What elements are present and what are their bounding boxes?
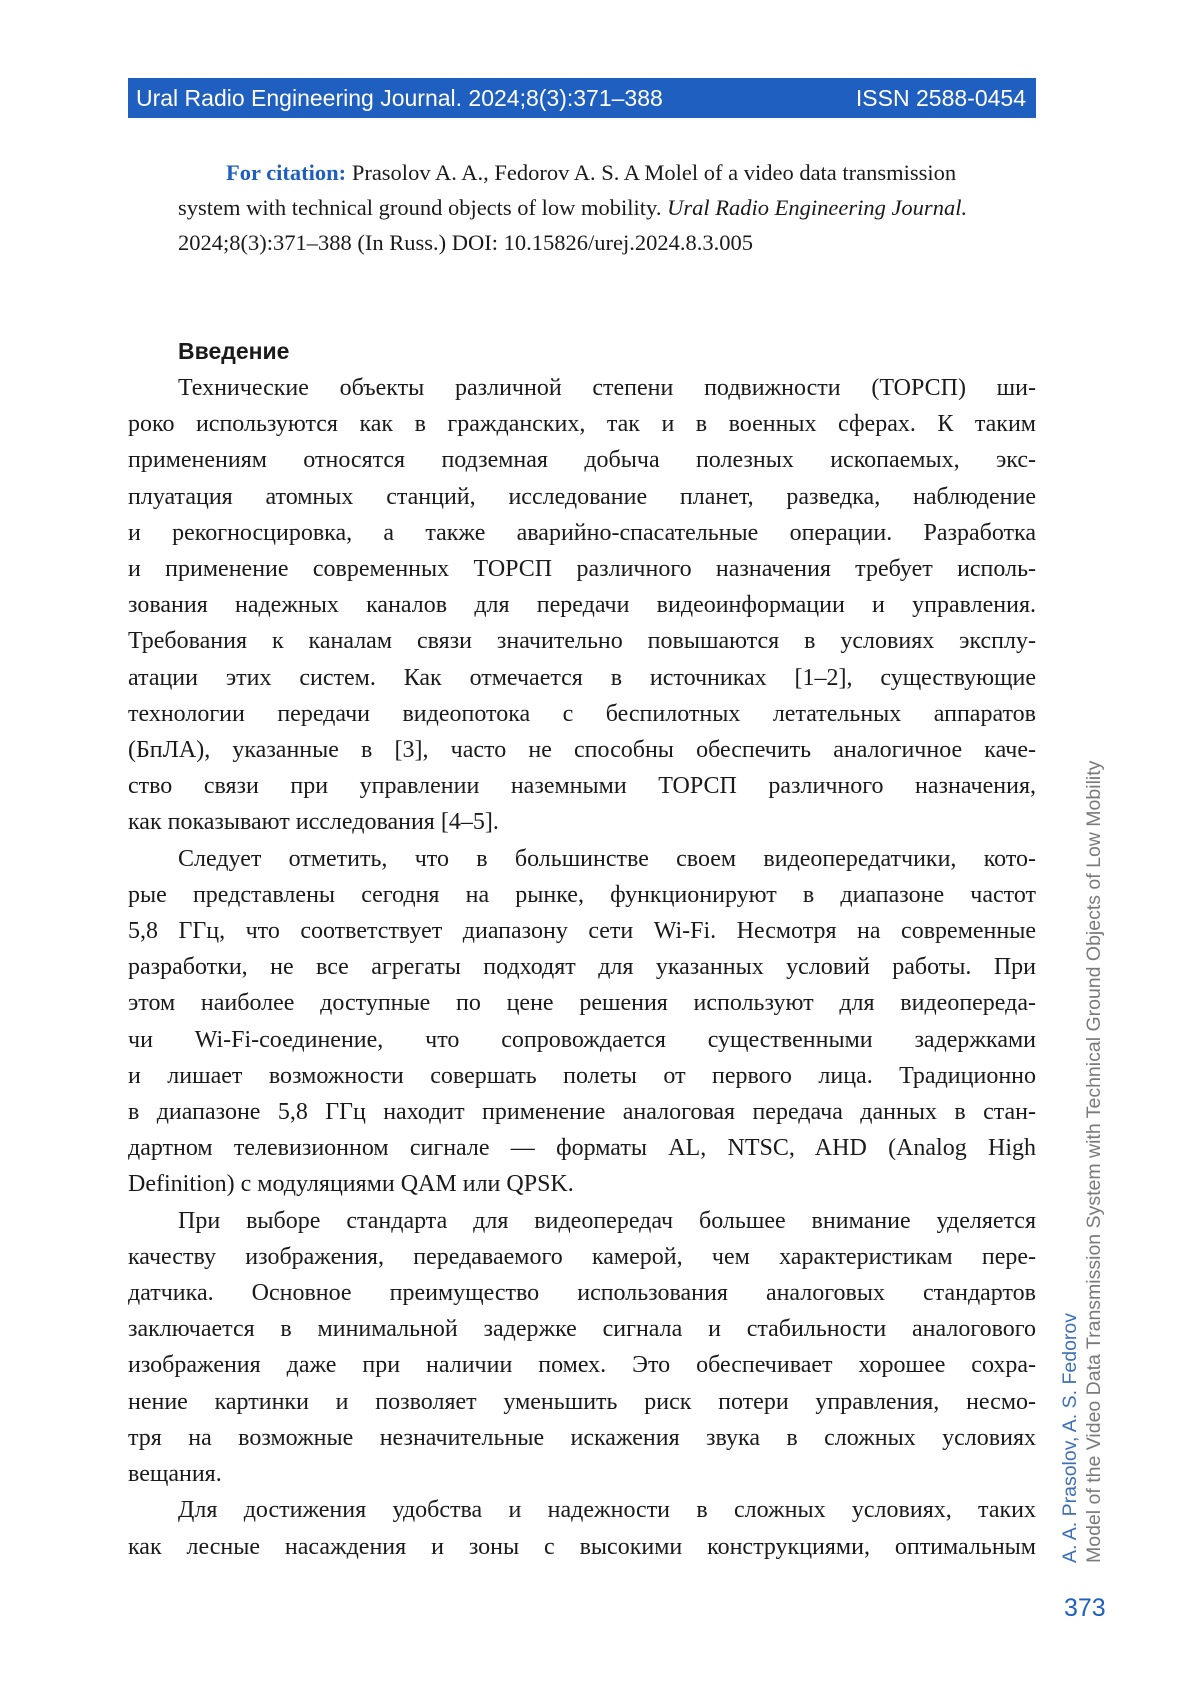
paragraph-line: разработки, не все агрегаты подходят для указанных условий работы. При bbox=[128, 949, 1036, 985]
paragraph-line: вещания. bbox=[128, 1456, 1036, 1492]
side-running-authors: A. A. Prasolov, A. S. Fedorov bbox=[1058, 761, 1082, 1563]
paragraph-line: чи Wi-Fi-соединение, что сопровождается существенными задержками bbox=[128, 1022, 1036, 1058]
paragraph-line: этом наиболее доступные по цене решения используют для видеопереда- bbox=[128, 985, 1036, 1021]
paragraph-line: и рекогносцировка, а также аварийно-спасательные операции. Разработка bbox=[128, 515, 1036, 551]
citation-label: For citation: bbox=[226, 160, 346, 185]
paragraph-line: дартном телевизионном сигнале — форматы AL, NTSC, AHD (Analog High bbox=[128, 1130, 1036, 1166]
paragraph-line: (БпЛА), указанные в [3], часто не способны обеспечить аналогичное каче- bbox=[128, 732, 1036, 768]
paragraph-line: Технические объекты различной степени подвижности (ТОРСП) ши- bbox=[128, 370, 1036, 406]
paragraph-line: 5,8 ГГц, что соответствует диапазону сети Wi-Fi. Несмотря на современные bbox=[128, 913, 1036, 949]
paragraph-line: Требования к каналам связи значительно повышаются в условиях эксплу- bbox=[128, 623, 1036, 659]
paragraph-line: и применение современных ТОРСП различного назначения требует исполь- bbox=[128, 551, 1036, 587]
citation-line-3: 2024;8(3):371–388 (In Russ.) DOI: 10.15826/urej.2024.8.3.005 bbox=[178, 225, 1036, 260]
paragraph-line: Следует отметить, что в большинстве своем видеопередатчики, кото- bbox=[128, 841, 1036, 877]
paragraph-line: в диапазоне 5,8 ГГц находит применение аналоговая передача данных в стан- bbox=[128, 1094, 1036, 1130]
paragraph-line: как показывают исследования [4–5]. bbox=[128, 804, 1036, 840]
paragraph-line: роко используются как в гражданских, так и в военных сферах. К таким bbox=[128, 406, 1036, 442]
body-text bbox=[128, 370, 1036, 1565]
paragraph-line: качеству изображения, передаваемого камерой, чем характеристикам пере- bbox=[128, 1239, 1036, 1275]
section-heading: Введение bbox=[178, 337, 289, 365]
paragraph-line: и лишает возможности совершать полеты от первого лица. Традиционно bbox=[128, 1058, 1036, 1094]
citation-text-1: Prasolov A. A., Fedorov A. S. A Molel of a video data transmission bbox=[352, 160, 956, 185]
side-running-head bbox=[1058, 761, 1106, 1563]
paragraph-line: ство связи при управлении наземными ТОРСП различного назначения, bbox=[128, 768, 1036, 804]
citation-journal: Ural Radio Engineering Journal. bbox=[667, 195, 967, 220]
citation-text-2: system with technical ground objects of low mobility. bbox=[178, 195, 661, 220]
citation-block bbox=[178, 155, 1036, 260]
paragraph-line: применениям относятся подземная добыча полезных ископаемых, экс- bbox=[128, 442, 1036, 478]
paragraph-line: тря на возможные незначительные искажения звука в сложных условиях bbox=[128, 1420, 1036, 1456]
side-running-title: Model of the Video Data Transmission System with Technical Ground Objects of Low Mobility bbox=[1082, 761, 1106, 1563]
paragraph-line: заключается в минимальной задержке сигнала и стабильности аналогового bbox=[128, 1311, 1036, 1347]
paragraph-line: технологии передачи видеопотока с беспилотных летательных аппаратов bbox=[128, 696, 1036, 732]
paragraph-line: зования надежных каналов для передачи видеоинформации и управления. bbox=[128, 587, 1036, 623]
paragraph-line: Definition) с модуляциями QAM или QPSK. bbox=[128, 1166, 1036, 1202]
paragraph-line: атации этих систем. Как отмечается в источниках [1–2], существующие bbox=[128, 660, 1036, 696]
citation-line-2 bbox=[178, 190, 1036, 225]
paragraph-line: датчика. Основное преимущество использования аналоговых стандартов bbox=[128, 1275, 1036, 1311]
paragraph-line: рые представлены сегодня на рынке, функционируют в диапазоне частот bbox=[128, 877, 1036, 913]
paragraph-line: изображения даже при наличии помех. Это обеспечивает хорошее сохра- bbox=[128, 1347, 1036, 1383]
citation-line-1 bbox=[178, 155, 1036, 190]
journal-reference: Ural Radio Engineering Journal. 2024;8(3):371–388 bbox=[136, 85, 663, 112]
journal-header-bar bbox=[128, 78, 1036, 118]
paragraph-line: Для достижения удобства и надежности в сложных условиях, таких bbox=[128, 1492, 1036, 1528]
paragraph-line: нение картинки и позволяет уменьшить риск потери управления, несмо- bbox=[128, 1384, 1036, 1420]
issn: ISSN 2588-0454 bbox=[856, 85, 1026, 112]
page-number: 373 bbox=[1064, 1594, 1106, 1623]
paragraph-line: При выборе стандарта для видеопередач большее внимание уделяется bbox=[128, 1203, 1036, 1239]
paragraph-line: как лесные насаждения и зоны с высокими конструкциями, оптимальным bbox=[128, 1529, 1036, 1565]
paragraph-line: плуатация атомных станций, исследование планет, разведка, наблюдение bbox=[128, 479, 1036, 515]
